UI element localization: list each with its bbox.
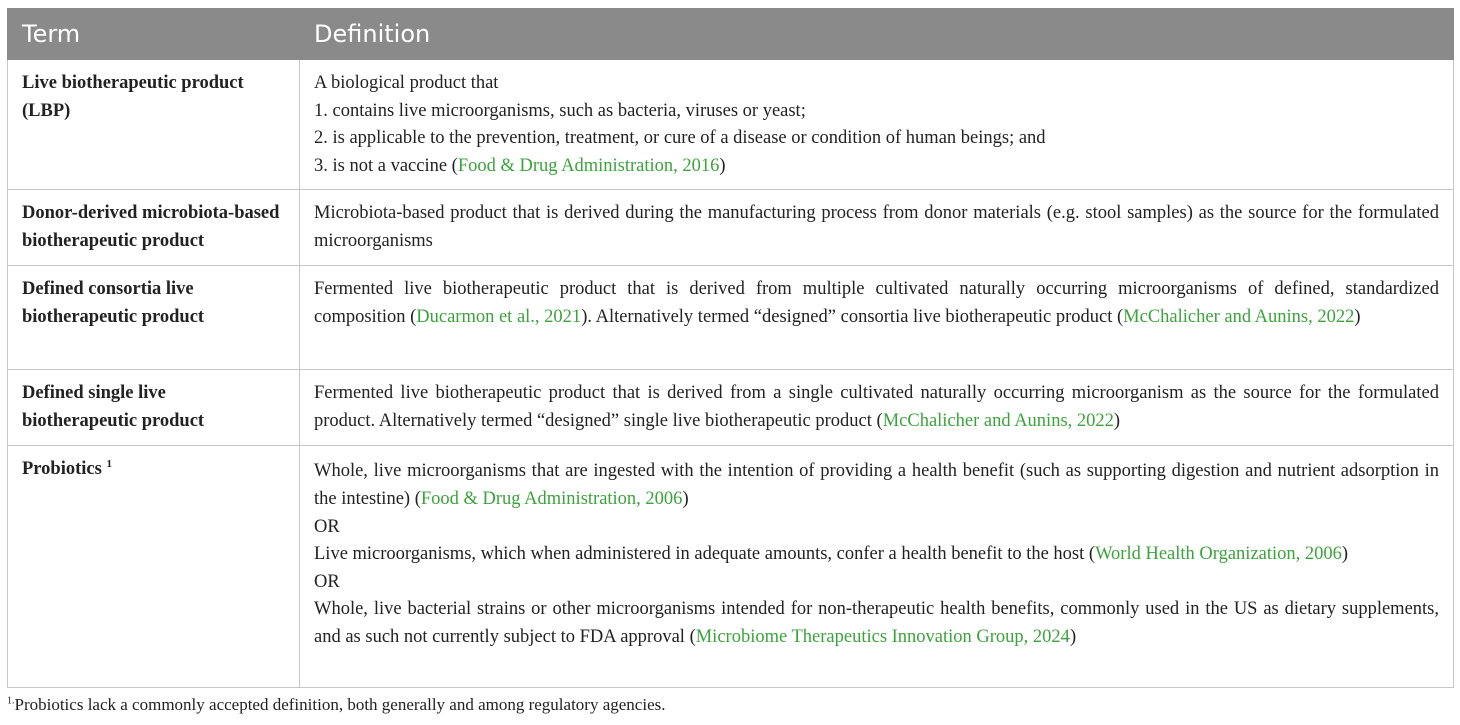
term-cell [8, 266, 300, 370]
definition-text: Fermented live biotherapeutic product that is derived from a single cultivated naturally occurring microorganism as the source for the formulated product. Alternatively termed “designed” single live biotherapeutic product ( [314, 383, 1439, 431]
definitions-table [7, 8, 1454, 688]
term-defined-single: Defined single live biotherapeutic product [22, 383, 205, 431]
definition-cell [300, 60, 1454, 190]
header-definition: Definition [300, 9, 1454, 60]
definition-text: Whole, live bacterial strains or other microorganisms intended for non-therapeutic health benefits, commonly used in the US as dietary supplements, and as such not currently subject to FDA approval ( [314, 599, 1439, 647]
table-row [8, 370, 1454, 446]
or-separator: OR [314, 571, 340, 592]
term-defined-consortia: Defined consortia live biotherapeutic product [22, 279, 205, 327]
definition-text: ). Alternatively termed “designed” consortia live biotherapeutic product ( [581, 306, 1124, 327]
definition-cell [300, 446, 1454, 688]
table-row [8, 190, 1454, 266]
table-header-row [8, 9, 1454, 60]
definition-text: Microbiota-based product that is derived during the manufacturing process from donor materials (e.g. stool samples) as the source for the formulated microorganisms [314, 203, 1439, 251]
definition-text: Live microorganisms, which when administered in adequate amounts, confer a health benefit to the host ( [314, 544, 1096, 565]
term-cell [8, 60, 300, 190]
definition-item-3 [314, 153, 1439, 181]
definition-paragraph-2 [314, 541, 1439, 569]
or-separator: OR [314, 516, 340, 537]
reference-link[interactable]: Food & Drug Administration, 2016 [457, 155, 720, 176]
definition-text: ) [1341, 544, 1349, 565]
definition-text: ) [1113, 410, 1121, 431]
definition-text: ) [682, 488, 689, 509]
term-cell [8, 190, 300, 266]
table-row [8, 266, 1454, 370]
reference-link[interactable]: Food & Drug Administration, 2006 [420, 488, 683, 509]
definition-text: Fermented live biotherapeutic product that is derived from multiple cultivated naturally occurring microorganisms of defined, standardized composition ( [314, 279, 1439, 327]
definition-cell [300, 190, 1454, 266]
definition-cell [300, 370, 1454, 446]
term-cell [8, 446, 300, 688]
definition-item-2: 2. is applicable to the prevention, treatment, or cure of a disease or condition of human beings; and [314, 128, 1046, 149]
table-footnote [7, 695, 1453, 715]
header-term: Term [8, 9, 300, 60]
definition-text: ) [1354, 306, 1361, 327]
definition-paragraph-1 [314, 458, 1439, 513]
definition-cell [300, 266, 1454, 370]
definition-item-3-text: 3. is not a vaccine ( [314, 155, 458, 176]
definition-text: Whole, live microorganisms that are ingested with the intention of providing a health benefit (such as supporting digestion and nutrient adsorption in the intestine) ( [314, 461, 1439, 509]
definition-item-1: 1. contains live microorganisms, such as bacteria, viruses or yeast; [314, 100, 806, 121]
definition-text: ) [1069, 626, 1077, 647]
footnote-marker: 1 [106, 458, 112, 471]
term-lbp: Live biotherapeutic product (LBP) [22, 73, 244, 121]
reference-link[interactable]: World Health Organization, 2006 [1095, 544, 1342, 565]
reference-link[interactable]: Microbiome Therapeutics Innovation Group, 2024 [695, 626, 1070, 647]
definitions-table-container [7, 8, 1453, 688]
definition-intro: A biological product that [314, 73, 499, 93]
term-probiotics: Probiotics [22, 459, 102, 480]
reference-link[interactable]: McChalicher and Aunins, 2022 [882, 410, 1114, 431]
reference-link[interactable]: Ducarmon et al., 2021 [416, 306, 582, 327]
definition-item-3-end: ) [719, 155, 726, 176]
table-row [8, 446, 1454, 688]
definition-paragraph-3 [314, 596, 1439, 651]
term-donor-derived: Donor-derived microbiota-based biotherapeutic product [22, 203, 280, 251]
footnote-marker: 1. [7, 695, 15, 707]
table-row [8, 60, 1454, 190]
term-cell [8, 370, 300, 446]
reference-link[interactable]: McChalicher and Aunins, 2022 [1123, 306, 1355, 327]
footnote-text: Probiotics lack a commonly accepted definition, both generally and among regulatory agencies. [14, 695, 666, 714]
